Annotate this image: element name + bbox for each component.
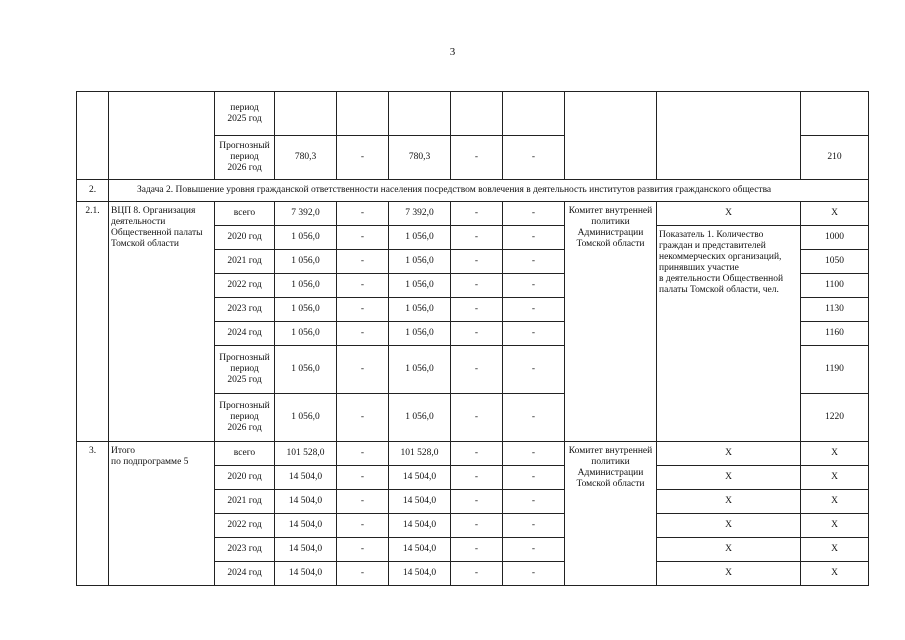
regional-cell: 1 056,0 [389,394,451,442]
local-cell: - [451,538,503,562]
extra-cell [503,92,565,136]
total-cell: 14 504,0 [275,466,337,490]
regional-cell: 1 056,0 [389,226,451,250]
regional-cell: 1 056,0 [389,274,451,298]
extra-cell: - [503,394,565,442]
total-cell: 1 056,0 [275,274,337,298]
regional-cell: 1 056,0 [389,298,451,322]
total-cell: 14 504,0 [275,562,337,586]
extra-cell: - [503,562,565,586]
table-row [77,442,869,466]
value-cell: Х [801,466,869,490]
local-cell: - [451,298,503,322]
total-cell: 1 056,0 [275,250,337,274]
extra-cell: - [503,226,565,250]
total-cell [275,92,337,136]
total-cell: 14 504,0 [275,538,337,562]
table-row [77,202,869,226]
value-cell: 1190 [801,346,869,394]
period-cell: Прогнозный период 2026 год [215,136,275,180]
value-cell: 210 [801,136,869,180]
period-cell: 2021 год [215,490,275,514]
extra-cell: - [503,514,565,538]
local-cell: - [451,136,503,180]
period-cell: 2020 год [215,466,275,490]
indicator-cell: Х [657,514,801,538]
extra-cell: - [503,466,565,490]
period-cell: Прогнозный период 2026 год [215,394,275,442]
local-cell: - [451,394,503,442]
total-cell: 14 504,0 [275,514,337,538]
federal-cell [337,92,389,136]
indicator-cell [657,92,801,180]
executor-cell [565,92,657,180]
local-cell [451,92,503,136]
extra-cell: - [503,136,565,180]
regional-cell: 1 056,0 [389,250,451,274]
period-cell: всего [215,202,275,226]
value-cell: Х [801,490,869,514]
federal-cell: - [337,466,389,490]
page-number: 3 [449,46,456,58]
federal-cell: - [337,538,389,562]
federal-cell: - [337,442,389,466]
name-cell [109,92,215,180]
regional-cell: 14 504,0 [389,490,451,514]
period-cell: 2024 год [215,322,275,346]
total-cell: 1 056,0 [275,322,337,346]
value-cell: 1050 [801,250,869,274]
total-cell: 14 504,0 [275,490,337,514]
value-cell: Х [801,202,869,226]
extra-cell: - [503,490,565,514]
table-row [77,92,869,136]
federal-cell: - [337,274,389,298]
value-cell: 1000 [801,226,869,250]
regional-cell: 7 392,0 [389,202,451,226]
value-cell: Х [801,442,869,466]
extra-cell: - [503,202,565,226]
total-cell: 7 392,0 [275,202,337,226]
federal-cell: - [337,202,389,226]
indicator-cell: Х [657,466,801,490]
total-cell: 1 056,0 [275,346,337,394]
period-cell: 2021 год [215,250,275,274]
regional-cell: 14 504,0 [389,562,451,586]
federal-cell: - [337,394,389,442]
value-cell: 1130 [801,298,869,322]
indicator-header-cell: Х [657,202,801,226]
federal-cell: - [337,226,389,250]
federal-cell: - [337,346,389,394]
task-row [77,180,869,202]
value-cell: Х [801,538,869,562]
subprogram-table [76,91,869,586]
item-name: ВЦП 8. Организация деятельности Общественной палаты Томской области [109,202,215,442]
local-cell: - [451,562,503,586]
num-cell [77,92,109,180]
local-cell: - [451,322,503,346]
period-cell: всего [215,442,275,466]
total-cell: 1 056,0 [275,394,337,442]
extra-cell: - [503,442,565,466]
period-cell: 2023 год [215,538,275,562]
task-title: Задача 2. Повышение уровня гражданской ответственности населения посредством вовлечения в деятельность институтов развития гражданского общества [109,180,869,202]
extra-cell: - [503,274,565,298]
local-cell: - [451,466,503,490]
value-cell: 1160 [801,322,869,346]
total-cell: 1 056,0 [275,298,337,322]
federal-cell: - [337,514,389,538]
regional-cell: 780,3 [389,136,451,180]
item-name: Итого по подпрограмме 5 [109,442,215,586]
federal-cell: - [337,298,389,322]
extra-cell: - [503,250,565,274]
regional-cell: 1 056,0 [389,322,451,346]
period-cell: Прогнозный период 2025 год [215,346,275,394]
total-cell: 780,3 [275,136,337,180]
period-cell: 2024 год [215,562,275,586]
indicator-cell: Показатель 1. Количество граждан и представителей некоммерческих организаций, принявших участие в деятельности Общественной палаты Томской области, чел. [657,226,801,442]
regional-cell: 1 056,0 [389,346,451,394]
extra-cell: - [503,538,565,562]
extra-cell: - [503,322,565,346]
item-number: 3. [77,442,109,586]
period-cell: 2023 год [215,298,275,322]
indicator-cell: Х [657,538,801,562]
indicator-cell: Х [657,442,801,466]
task-number: 2. [77,180,109,202]
local-cell: - [451,442,503,466]
federal-cell: - [337,562,389,586]
item-number: 2.1. [77,202,109,442]
local-cell: - [451,274,503,298]
federal-cell: - [337,490,389,514]
indicator-cell: Х [657,562,801,586]
local-cell: - [451,226,503,250]
executor-cell: Комитет внутренней политики Администрации Томской области [565,202,657,442]
regional-cell: 14 504,0 [389,514,451,538]
federal-cell: - [337,136,389,180]
indicator-cell: Х [657,490,801,514]
federal-cell: - [337,322,389,346]
value-cell [801,92,869,136]
period-cell: 2020 год [215,226,275,250]
value-cell: Х [801,514,869,538]
value-cell: 1100 [801,274,869,298]
period-cell: период 2025 год [215,92,275,136]
regional-cell [389,92,451,136]
regional-cell: 14 504,0 [389,538,451,562]
value-cell: Х [801,562,869,586]
period-cell: 2022 год [215,514,275,538]
regional-cell: 101 528,0 [389,442,451,466]
local-cell: - [451,490,503,514]
regional-cell: 14 504,0 [389,466,451,490]
executor-cell: Комитет внутренней политики Администрации Томской области [565,442,657,586]
total-cell: 1 056,0 [275,226,337,250]
local-cell: - [451,250,503,274]
period-cell: 2022 год [215,274,275,298]
extra-cell: - [503,298,565,322]
value-cell: 1220 [801,394,869,442]
local-cell: - [451,346,503,394]
local-cell: - [451,202,503,226]
federal-cell: - [337,250,389,274]
local-cell: - [451,514,503,538]
extra-cell: - [503,346,565,394]
total-cell: 101 528,0 [275,442,337,466]
